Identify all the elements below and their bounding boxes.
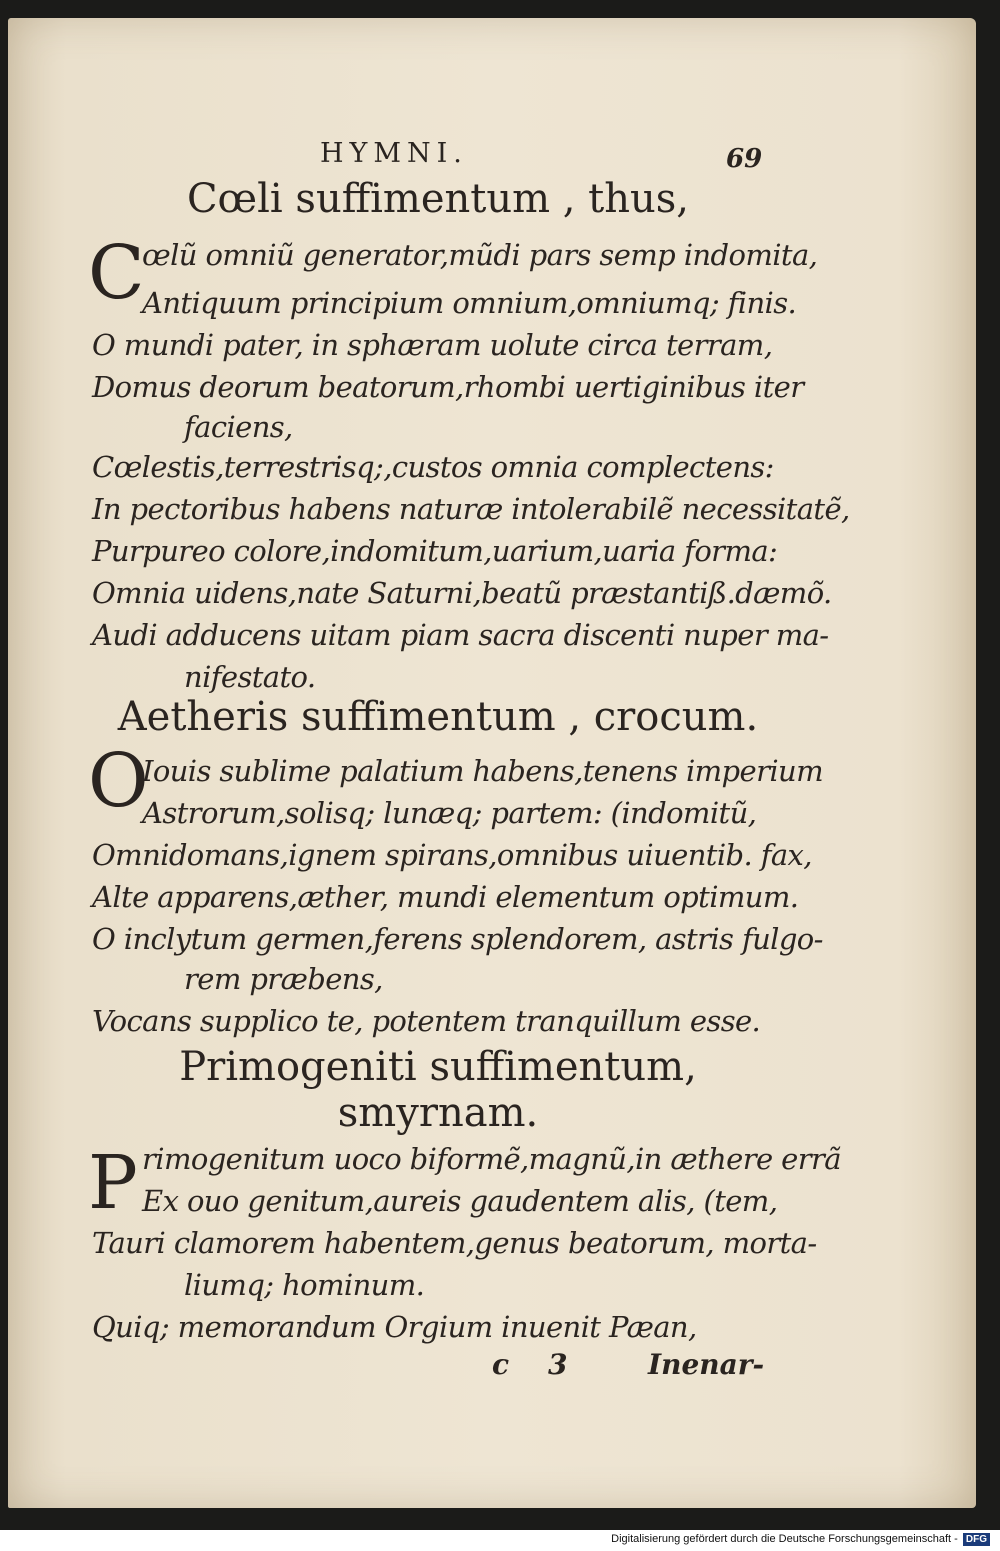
credit-text: Digitalisierung gefördert durch die Deutsche Forschungsgemeinschaft - — [611, 1533, 958, 1545]
verse-line: Alte apparens,æther, mundi elementum optimum. — [92, 880, 799, 914]
verse-line: liumq; hominum. — [184, 1268, 425, 1302]
signature-number: 3 — [548, 1348, 568, 1381]
verse-line: Ex ouo genitum,aureis gaudentem alis, (tem, — [142, 1184, 778, 1218]
page-number: 69 — [726, 144, 763, 174]
verse-line: In pectoribus habens naturæ intolerabilẽ necessitatẽ, — [92, 492, 850, 526]
verse-line: Cœlestis,terrestrisq;,custos omnia complectens: — [92, 450, 774, 484]
verse-line: Antiquum principium omnium,omniumq; finis. — [142, 286, 797, 320]
verse-line: Astrorum,solisq; lunæq; partem: (indomitũ, — [142, 796, 757, 830]
drop-cap: C — [88, 230, 145, 316]
catchword: Inenar- — [648, 1348, 765, 1381]
verse-line: Purpureo colore,indomitum,uarium,uaria forma: — [92, 534, 778, 568]
drop-cap: P — [88, 1140, 138, 1226]
verse-line: Quiq; memorandum Orgium inuenit Pæan, — [92, 1310, 697, 1344]
verse-line: O mundi pater, in sphæram uolute circa terram, — [92, 328, 773, 362]
verse-line: rem præbens, — [184, 962, 383, 996]
hymn-title-primogeniti-2: smyrnam. — [337, 1090, 539, 1136]
dfg-credit — [611, 1533, 990, 1546]
verse-line: œlũ omniũ generator,mũdi pars semp indomita, — [142, 238, 818, 272]
verse-line: nifestato. — [184, 660, 316, 694]
verse-line: Iouis sublime palatium habens,tenens imperium — [142, 754, 823, 788]
page-text — [8, 18, 976, 1508]
running-head: HYMNI. — [320, 138, 468, 169]
dfg-logo-icon: DFG — [963, 1533, 990, 1546]
signature-mark: c — [492, 1348, 510, 1381]
verse-line: rimogenitum uoco biformẽ,magnũ,in æthere errã — [142, 1142, 841, 1176]
drop-cap: O — [88, 738, 149, 824]
hymn-title-aetheris: Aetheris suffimentum , crocum. — [117, 694, 759, 740]
verse-line: Omnidomans,ignem spirans,omnibus uiuentib. fax, — [92, 838, 812, 872]
verse-line: Audi adducens uitam piam sacra discenti nuper ma- — [92, 618, 829, 652]
verse-line: Domus deorum beatorum,rhombi uertiginibus iter — [92, 370, 804, 404]
verse-line: faciens, — [184, 410, 293, 444]
book-page — [8, 18, 976, 1508]
verse-line: Omnia uidens,nate Saturni,beatũ præstantiß.dæmõ. — [92, 576, 832, 610]
hymn-title-primogeniti: Primogeniti suffimentum, — [179, 1044, 697, 1090]
verse-line: Tauri clamorem habentem,genus beatorum, morta- — [92, 1226, 817, 1260]
hymn-title-coeli: Cœli suffimentum , thus, — [186, 176, 690, 222]
verse-line: Vocans supplico te, potentem tranquillum esse. — [92, 1004, 761, 1038]
verse-line: O inclytum germen,ferens splendorem, astris fulgo- — [92, 922, 823, 956]
